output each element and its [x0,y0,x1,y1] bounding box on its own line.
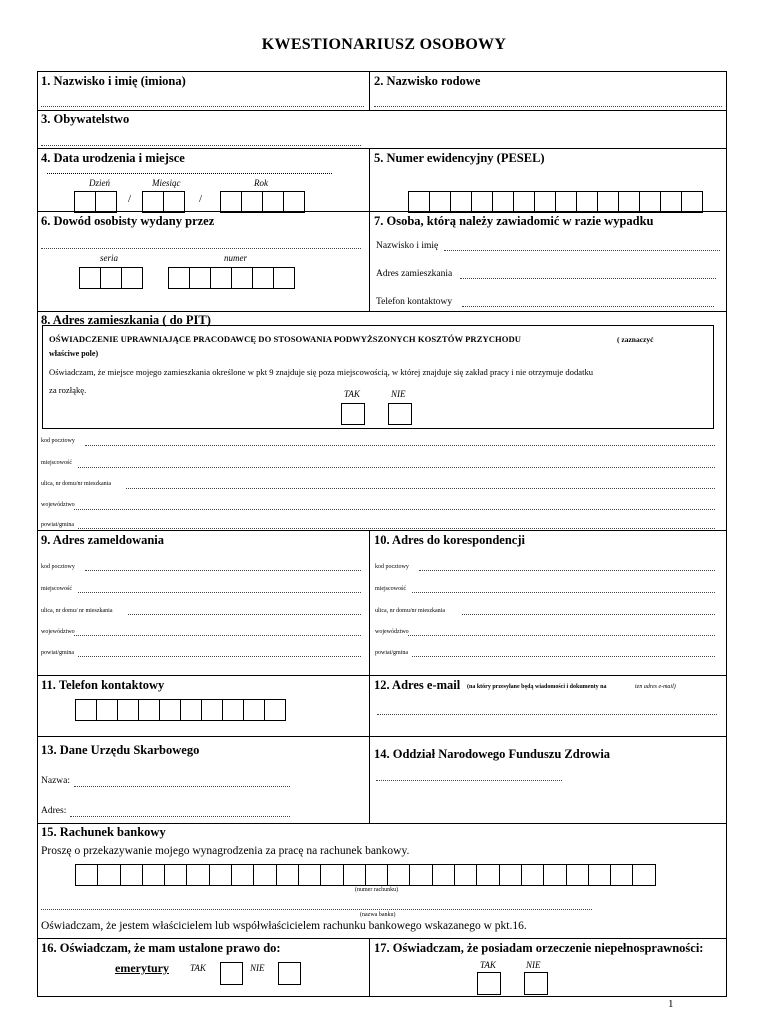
voivodeship-field[interactable] [74,509,715,510]
series-caption: seria [100,253,118,263]
form-title: KWESTIONARIUSZ OSOBOWY [261,36,507,53]
bank-name-field[interactable] [41,909,592,910]
row-divider [37,938,727,939]
email-note-2: ten adres e-mail) [635,684,676,690]
contact-name-label: Nazwisko i imię [376,241,439,251]
street-label: ulica, nr domu/ nr mieszkania [41,608,113,614]
street-field[interactable] [126,488,715,489]
section-13-label: 13. Dane Urzędu Skarbowego [41,743,200,757]
row-divider [37,736,727,737]
county-label: powiat/gmina [41,650,74,656]
nfz-branch-field[interactable] [376,780,562,781]
section-4-label: 4. Data urodzenia i miejsce [41,151,185,165]
county-label: powiat/gmina [375,650,408,656]
postal-code-field[interactable] [85,570,361,571]
no-caption: NIE [526,960,541,970]
postal-code-label: kod pocztowy [375,564,409,570]
section-10-label: 10. Adres do korespondencji [374,533,525,547]
declaration-title: OŚWIADCZENIE UPRAWNIAJĄCE PRACODAWCĘ DO STOSOWANIA PODWYŻSZONYCH KOSZTÓW PRZYCHODU [49,334,521,344]
section-12-label: 12. Adres e-mail [374,678,461,692]
page-number: 1 [668,998,674,1010]
tax-office-name-field[interactable] [74,786,290,787]
section-6-label: 6. Dowód osobisty wydany przez [41,214,215,228]
email-note: (na który przesyłane będą wiadomości i dokumenty na [467,684,607,690]
county-field[interactable] [78,528,715,529]
pension-label: emerytury [115,961,169,975]
declaration-hint: ( zaznaczyć [617,335,654,344]
col-divider [369,71,370,111]
account-owner-statement: Oświadczam, że jestem właścicielem lub współwłaścicielem rachunku bankowego wskazanego w pkt.16. [41,920,527,932]
section-14-label: 14. Oddział Narodowego Funduszu Zdrowia [374,747,611,761]
postal-code-label: kod pocztowy [41,564,75,570]
day-boxes[interactable] [74,191,117,213]
disability-no-checkbox[interactable] [524,972,548,995]
year-boxes[interactable] [220,191,305,213]
section-7-label: 7. Osoba, którą należy zawiadomić w razie wypadku [374,214,654,228]
citizenship-field[interactable] [41,145,361,146]
bank-name-caption: (nazwa banku) [360,912,396,918]
postal-code-field[interactable] [419,570,715,571]
street-field[interactable] [128,614,361,615]
pension-no-checkbox[interactable] [278,962,301,985]
row-divider [37,110,727,111]
section-1-label: 1. Nazwisko i imię (imiona) [41,74,186,88]
email-field[interactable] [377,714,717,715]
row-divider [37,530,727,531]
bank-request-text: Proszę o przekazywanie mojego wynagrodzenia za pracę na rachunek bankowy. [41,845,410,857]
contact-address-label: Adres zamieszkania [376,269,453,279]
county-field[interactable] [412,656,715,657]
month-caption: Miesiąc [152,178,181,188]
contact-phone-label: Telefon kontaktowy [376,297,453,307]
postal-code-label: kod pocztowy [41,438,75,444]
declaration-text-2: za rozłąkę. [49,385,87,395]
row-divider [37,675,727,676]
declaration-text: Oświadczam, że miejsce mojego zamieszkania określone w pkt 9 znajduje się poza miejscowością, w której znajduje się zakład pracy i nie otrzymuje dodatku [49,367,594,377]
pension-yes-checkbox[interactable] [220,962,243,985]
section-16-label: 16. Oświadczam, że mam ustalone prawo do: [41,941,281,955]
col-divider [369,530,370,823]
number-caption: numer [224,253,247,263]
declaration-no-checkbox[interactable] [388,403,412,425]
tax-office-name-label: Nazwa: [41,776,71,786]
declaration-hint-2: właściwe pole) [49,349,99,358]
pesel-boxes[interactable] [408,191,703,213]
voivodeship-label: województwo [41,502,75,508]
surname-field[interactable] [41,106,364,107]
voivodeship-field[interactable] [74,635,361,636]
account-number-boxes[interactable] [75,864,656,886]
col-divider [369,938,370,997]
row-divider [37,148,727,149]
no-caption: NIE [250,963,265,973]
section-2-label: 2. Nazwisko rodowe [374,74,481,88]
disability-yes-checkbox[interactable] [477,972,501,995]
phone-boxes[interactable] [75,699,286,721]
yes-caption: TAK [344,389,360,399]
county-label: powiat/gmina [41,522,74,528]
year-caption: Rok [254,178,268,188]
section-17-label: 17. Oświadczam, że posiadam orzeczenie niepełnosprawności: [374,941,704,955]
section-5-label: 5. Numer ewidencyjny (PESEL) [374,151,545,165]
no-caption: NIE [391,389,406,399]
city-label: miejscowość [375,586,406,592]
section-9-label: 9. Adres zameldowania [41,533,165,547]
declaration-yes-checkbox[interactable] [341,403,365,425]
contact-address-field[interactable] [460,278,716,279]
date-slash: / [199,193,203,205]
section-3-label: 3. Obywatelstwo [41,112,130,126]
col-divider [369,148,370,311]
id-issuer-field[interactable] [41,248,361,249]
city-field[interactable] [412,592,715,593]
day-caption: Dzień [89,178,110,188]
section-11-label: 11. Telefon kontaktowy [41,678,165,692]
row-divider [37,823,727,824]
contact-phone-field[interactable] [462,306,714,307]
street-label: ulica, nr domu/nr mieszkania [41,481,111,487]
voivodeship-field[interactable] [408,635,715,636]
section-15-label: 15. Rachunek bankowy [41,825,166,839]
id-series-boxes[interactable] [79,267,143,289]
voivodeship-label: województwo [41,629,75,635]
month-boxes[interactable] [142,191,185,213]
id-number-boxes[interactable] [168,267,295,289]
voivodeship-label: województwo [375,629,409,635]
section-8-label: 8. Adres zamieszkania ( do PIT) [41,313,211,327]
city-field[interactable] [78,467,715,468]
account-number-caption: (numer rachunku) [355,887,399,893]
yes-caption: TAK [190,963,206,973]
maiden-name-field[interactable] [374,106,722,107]
yes-caption: TAK [480,960,496,970]
street-label: ulica, nr domu/nr mieszkania [375,608,445,614]
postal-code-field[interactable] [85,445,715,446]
birthplace-field[interactable] [47,173,332,174]
city-field[interactable] [78,592,361,593]
county-field[interactable] [78,656,361,657]
tax-office-address-field[interactable] [70,816,290,817]
row-divider [37,311,727,312]
city-label: miejscowość [41,460,72,466]
street-field[interactable] [462,614,715,615]
contact-name-field[interactable] [444,250,720,251]
city-label: miejscowość [41,586,72,592]
tax-office-address-label: Adres: [41,806,67,816]
date-slash: / [128,193,132,205]
